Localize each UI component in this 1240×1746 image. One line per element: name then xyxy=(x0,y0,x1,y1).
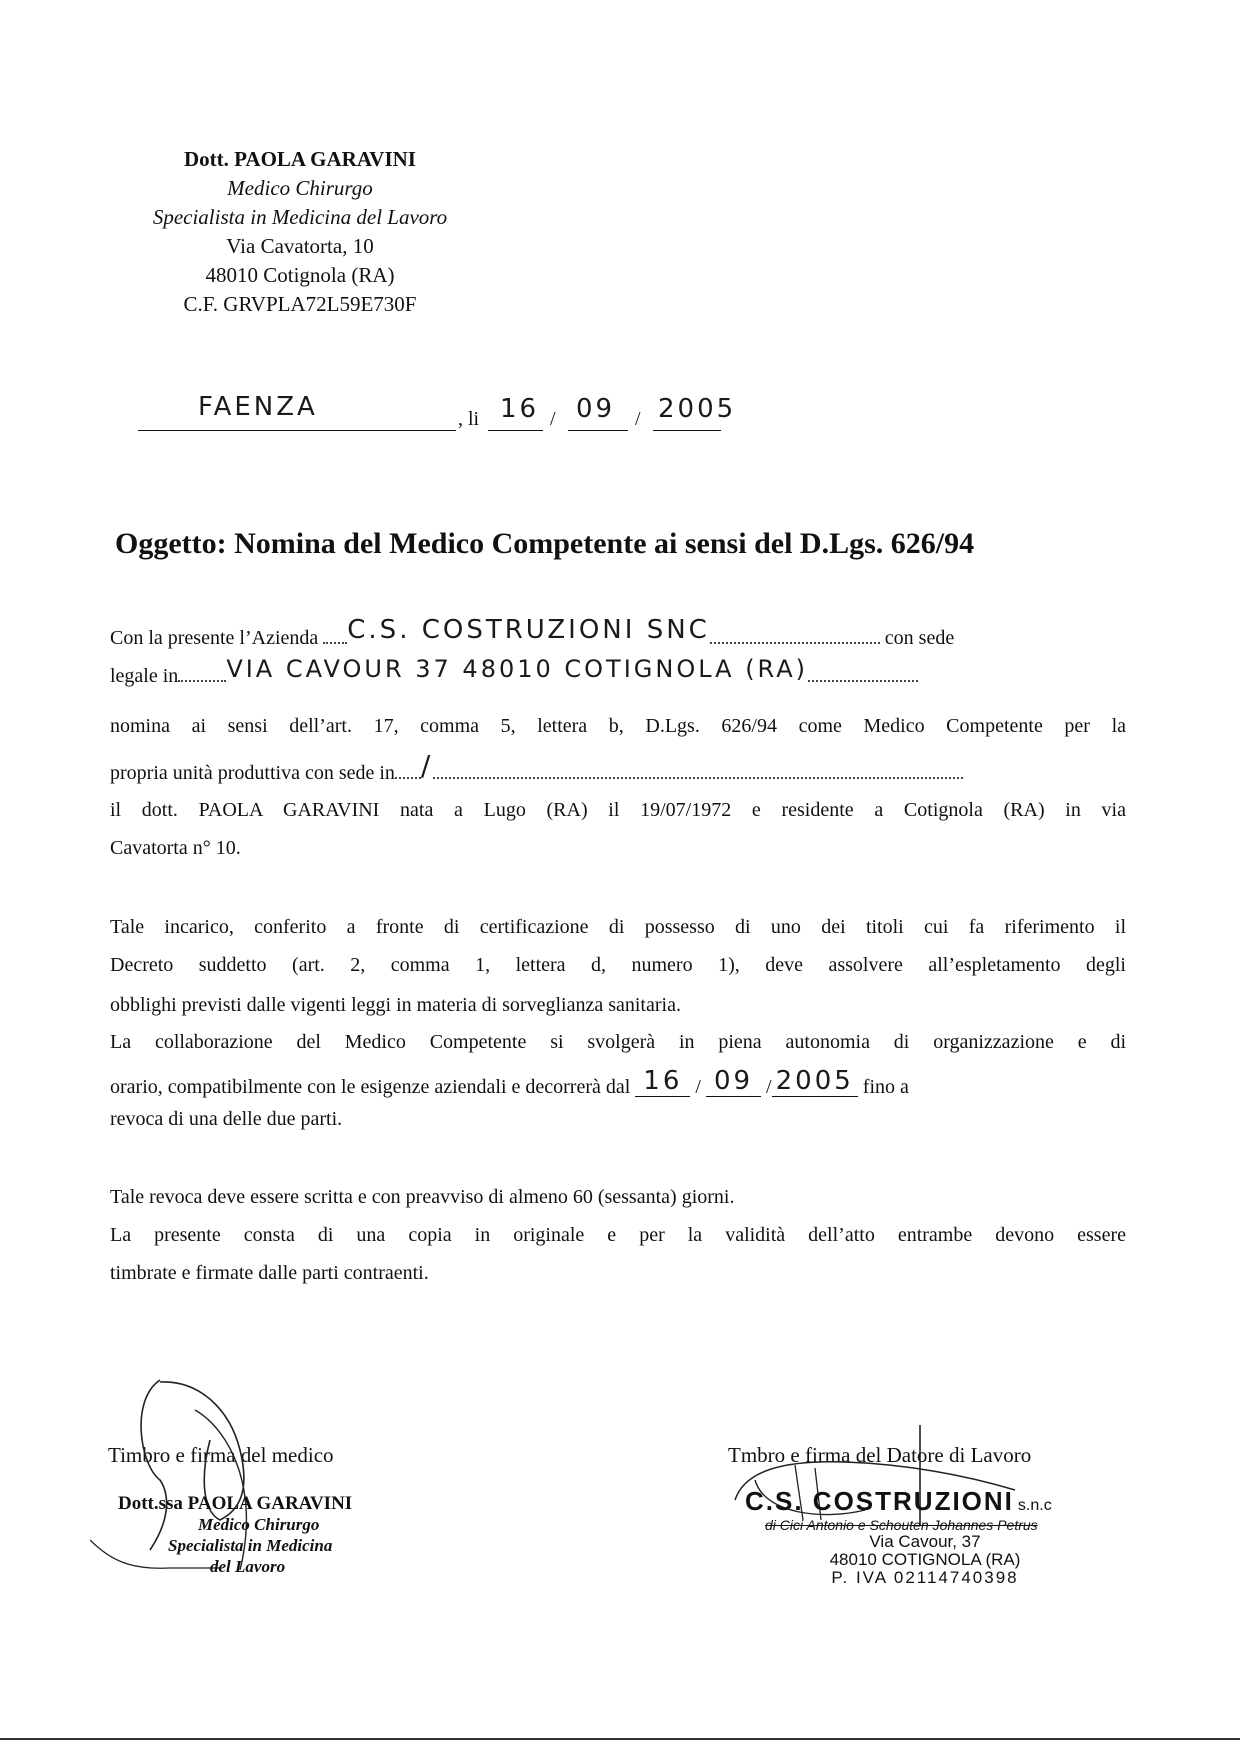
date-day: 16 xyxy=(500,394,540,424)
bottom-rule xyxy=(0,1738,1240,1740)
body-line-3: nomina ai sensi dell’art. 17, comma 5, lettera b, D.Lgs. 626/94 come Medico Competente per la xyxy=(110,715,1126,737)
date-year: 2005 xyxy=(658,394,737,424)
para3-line-3: revoca di una delle due parti. xyxy=(110,1108,343,1130)
body-line-company: Con la presente l’Azienda C.S. COSTRUZIONI SNC con sede xyxy=(110,615,955,649)
para3-line-1: La collaborazione del Medico Competente si svolgerà in piena autonomia di organizzazione e di xyxy=(110,1031,1126,1053)
para5-line-2: timbrate e firmate dalle parti contraenti. xyxy=(110,1262,429,1284)
doctor-tax-code: C.F. GRVPLA72L59E730F xyxy=(183,292,417,316)
doctor-city: 48010 Cotignola (RA) xyxy=(205,263,395,287)
doctor-name: Dott. PAOLA GARAVINI xyxy=(184,147,416,171)
para3-line-2: orario, compatibilmente con le esigenze aziendali e decorrerà dal 16 / 09 / 2005 fino a xyxy=(110,1066,909,1098)
li-label: , li xyxy=(458,408,480,430)
start-month-handwritten: 09 xyxy=(706,1066,761,1097)
body-line-6: Cavatorta n° 10. xyxy=(110,837,241,859)
body-line-legal-address: legale in VIA CAVOUR 37 48010 COTIGNOLA (RA) xyxy=(110,660,1126,688)
doctor-title: Medico Chirurgo xyxy=(227,176,373,200)
company-handwritten: C.S. COSTRUZIONI SNC xyxy=(347,615,710,645)
place-handwritten: FAENZA xyxy=(198,392,318,422)
doctor-address: Via Cavatorta, 10 xyxy=(226,234,374,258)
para4-line-1: Tale revoca deve essere scritta e con preavviso di almeno 60 (sessanta) giorni. xyxy=(110,1186,735,1208)
company-stamp-name: C.S. COSTRUZIONI xyxy=(745,1486,1014,1516)
employer-signature-label: Tmbro e firma del Datore di Lavoro xyxy=(728,1443,1032,1467)
start-year-handwritten: 2005 xyxy=(772,1066,858,1097)
body-line-unit-site: propria unità produttiva con sede in / xyxy=(110,753,1126,786)
date-sep-2: / xyxy=(635,408,641,430)
doctor-stamp: Dott.ssa PAOLA GARAVINI Medico Chirurgo Specialista in Medicina del Lavoro xyxy=(118,1493,353,1576)
para2-line-3: obblighi previsti dalle vigenti leggi in materia di sorveglianza sanitaria. xyxy=(110,994,681,1016)
letterhead xyxy=(100,145,500,319)
start-day-handwritten: 16 xyxy=(635,1066,690,1097)
subject-heading: Oggetto: Nomina del Medico Competente ai sensi del D.Lgs. 626/94 xyxy=(115,527,975,560)
date-sep-1: / xyxy=(550,408,556,430)
unit-site-handwritten: / xyxy=(420,749,434,782)
legal-address-handwritten: VIA CAVOUR 37 48010 COTIGNOLA (RA) xyxy=(226,655,809,683)
date-month: 09 xyxy=(576,394,616,424)
doctor-signature-label: Timbro e firma del medico xyxy=(108,1443,334,1467)
para2-line-2: Decreto suddetto (art. 2, comma 1, lettera d, numero 1), deve assolvere all’espletamento degli xyxy=(110,954,1126,976)
para2-line-1: Tale incarico, conferito a fronte di certificazione di possesso di uno dei titoli cui fa riferimento il xyxy=(110,916,1126,938)
doctor-specialty: Specialista in Medicina del Lavoro xyxy=(152,205,448,229)
place-date-line xyxy=(138,390,758,440)
body-line-5: il dott. PAOLA GARAVINI nata a Lugo (RA) il 19/07/1972 e residente a Cotignola (RA) in via xyxy=(110,799,1126,821)
para5-line-1: La presente consta di una copia in originale e per la validità dell’atto entrambe devono essere xyxy=(110,1224,1126,1246)
company-stamp: C.S. COSTRUZIONI s.n.c di Cici Antonio e Schouten Johannes Petrus Via Cavour, 37 48010 COTIGNOLA (RA) P. IVA 02114740398 xyxy=(745,1486,1052,1587)
